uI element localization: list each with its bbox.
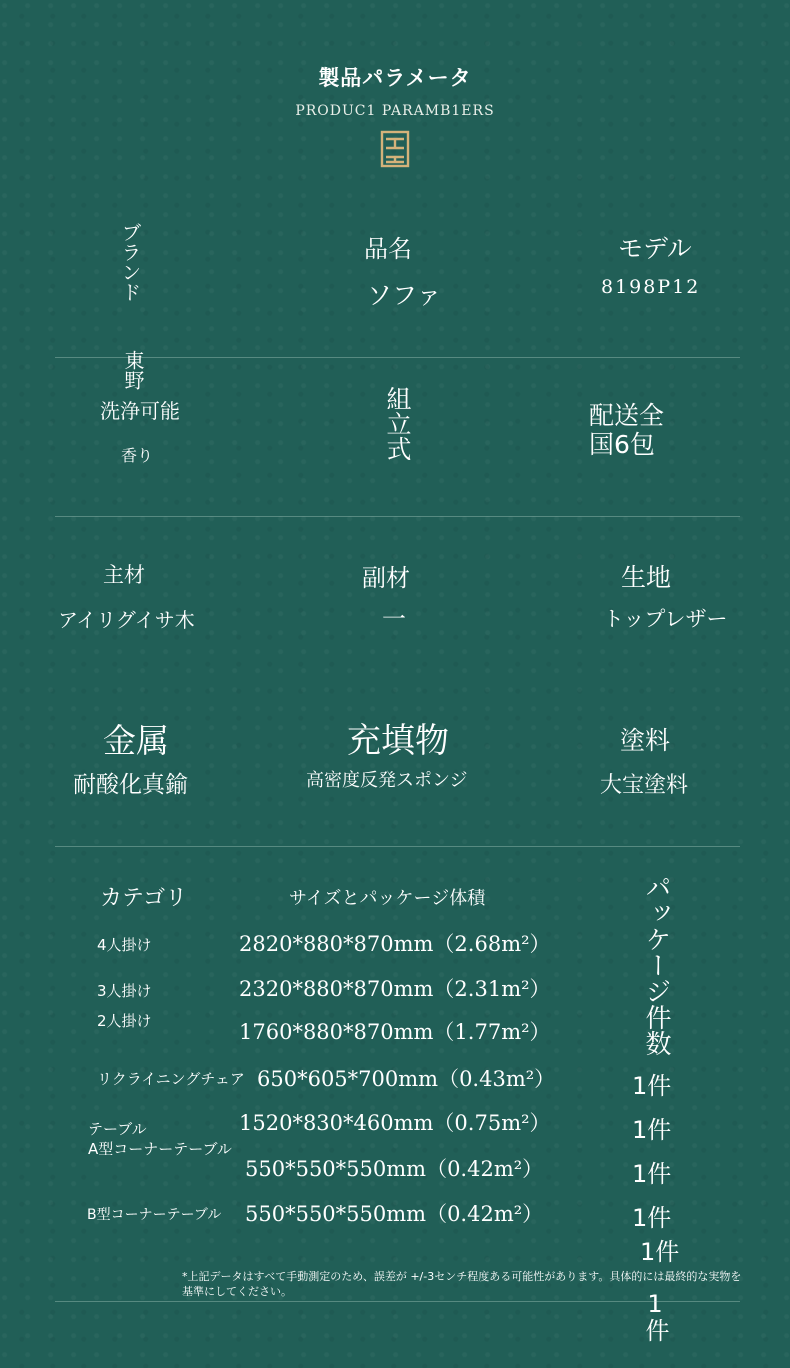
row-divider <box>55 357 740 358</box>
table-row-count: 1件 <box>641 1290 669 1342</box>
row-divider <box>55 846 740 847</box>
table-row-count: 1件 <box>632 1160 672 1188</box>
fabric-label: 生地 <box>621 563 672 592</box>
table-row-size: 1520*830*460mm（0.75m²） <box>239 1111 551 1135</box>
table-row-category: 2人掛け <box>97 1012 152 1030</box>
sub-material-label: 副材 <box>362 564 410 592</box>
footnote: *上記データはすべて手動測定のため、誤差が +/-3センチ程度ある可能性があります。具体的には最終的な実物を基準にしてください。 <box>182 1270 742 1298</box>
emblem-icon <box>380 130 410 168</box>
metal-label: 金属 <box>103 721 169 760</box>
sub-material-value: 一 <box>382 605 406 633</box>
filling-label: 充填物 <box>347 721 449 761</box>
table-row-category: 4人掛け <box>97 936 152 954</box>
table-row-category: B型コーナーテーブル <box>87 1207 222 1223</box>
product-name-value: ソファ <box>367 281 442 310</box>
washable-label: 洗浄可能 <box>100 399 180 423</box>
main-material-value: アイリグイサ木 <box>58 608 195 632</box>
table-row-category: テーブル <box>88 1120 147 1138</box>
table-row-count: 1件 <box>640 1238 680 1266</box>
table-row-category: A型コーナーテーブル <box>88 1140 232 1158</box>
table-row-size: 2320*880*870mm（2.31m²） <box>239 977 551 1001</box>
table-row-size: 1760*880*870mm（1.77m²） <box>239 1020 551 1044</box>
brand-value: 東野 <box>121 350 145 390</box>
filling-value: 高密度反発スポンジ <box>306 770 468 791</box>
table-row-category: 3人掛け <box>97 982 152 1000</box>
table-row-count: 1件 <box>632 1204 672 1232</box>
paint-value: 大宝塗料 <box>600 773 689 798</box>
table-row-size: 650*605*700mm（0.43m²） <box>257 1067 556 1091</box>
delivery-label: 配送全国6包 <box>589 401 665 459</box>
table-row-size: 2820*880*870mm（2.68m²） <box>239 932 551 956</box>
page-subtitle: PRODUC1 PARAMB1ERS <box>295 103 495 119</box>
main-material-label: 主材 <box>103 563 145 587</box>
table-row-count: 1件 <box>632 1072 672 1100</box>
metal-value: 耐酸化真鍮 <box>73 772 188 798</box>
paint-label: 塗料 <box>620 726 671 755</box>
size-header: サイズとパッケージ体積 <box>289 888 486 909</box>
brand-label: ブランド <box>118 222 142 302</box>
category-header: カテゴリ <box>100 886 188 911</box>
table-row-count: 1件 <box>632 1116 672 1144</box>
model-label: モデル <box>618 234 692 263</box>
fabric-value: トップレザー <box>603 607 728 631</box>
table-row-size: 550*550*550mm（0.42m²） <box>245 1202 544 1226</box>
model-value: 8198P12 <box>601 276 701 298</box>
table-row-size: 550*550*550mm（0.42m²） <box>245 1157 544 1181</box>
package-count-header: パッケージ件数 <box>641 874 671 1056</box>
row-divider <box>55 1301 740 1302</box>
row-divider <box>55 516 740 517</box>
scent-label: 香り <box>121 446 154 465</box>
table-row-category: リクライニングチェア <box>97 1070 245 1088</box>
page-title: 製品パラメータ <box>318 66 472 90</box>
assembly-label: 組立式 <box>383 386 412 461</box>
product-name-label: 品名 <box>364 235 412 263</box>
